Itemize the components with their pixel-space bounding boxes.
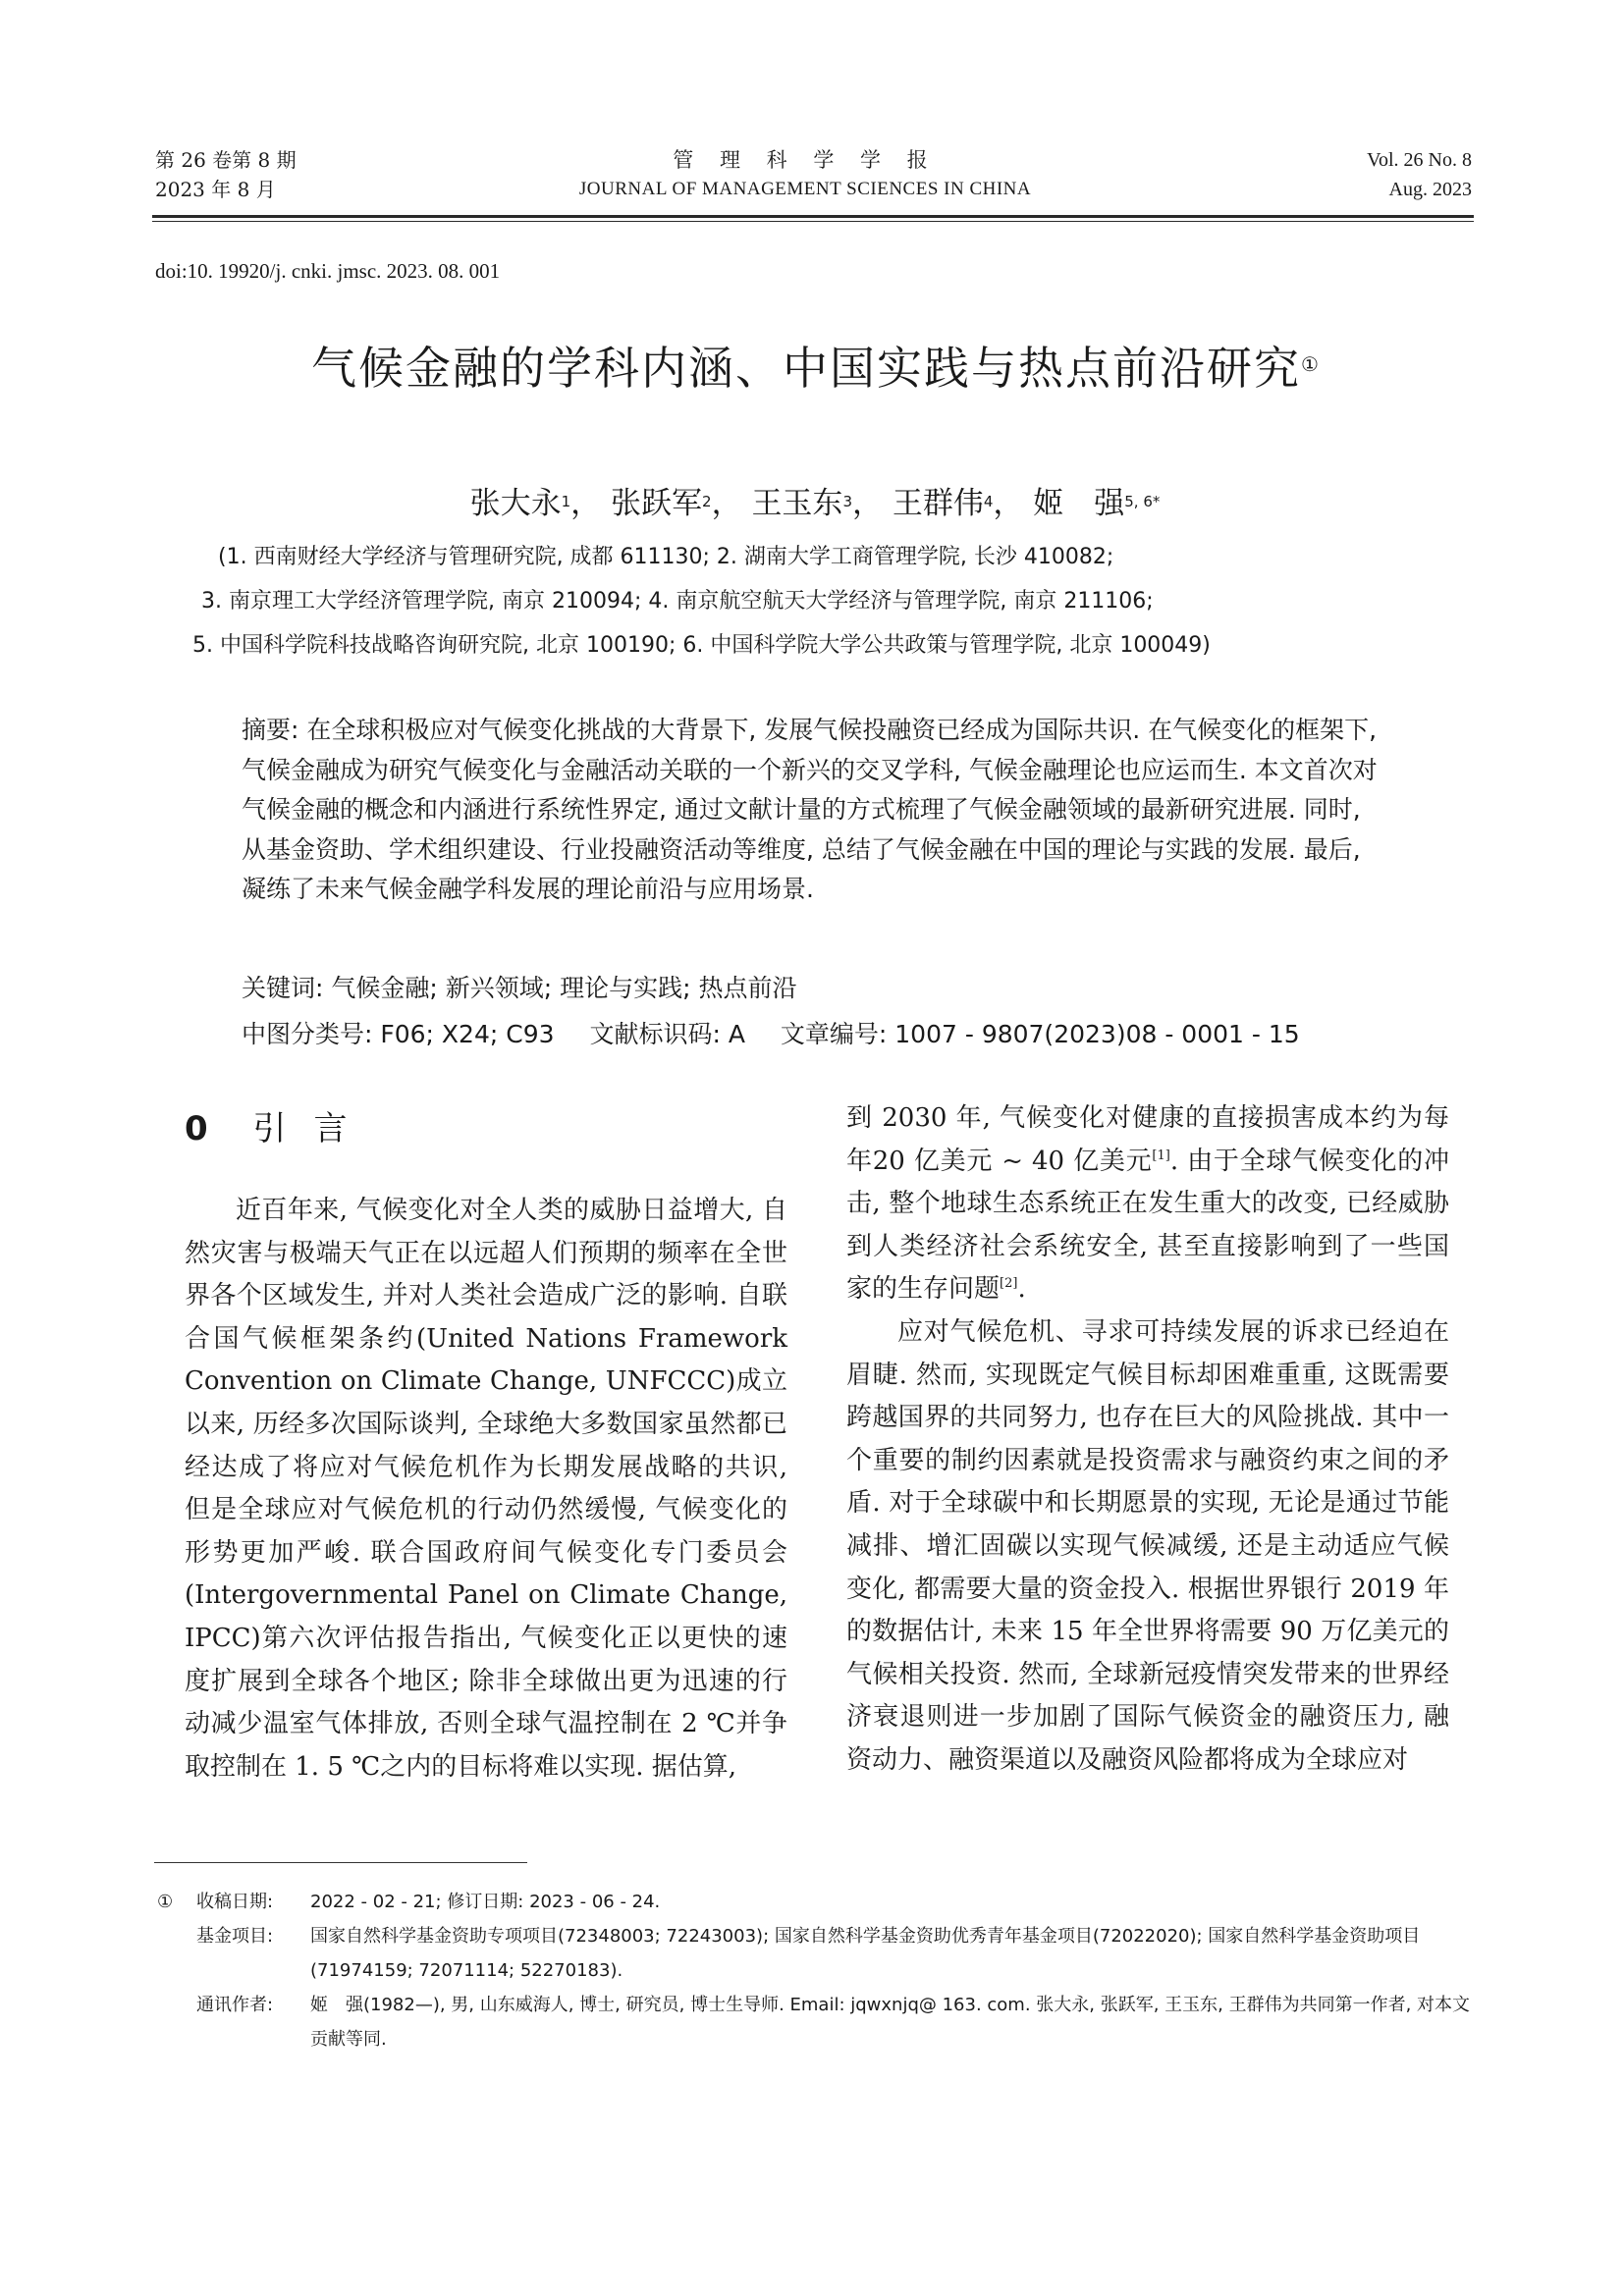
paper-title — [157, 339, 1473, 398]
paragraph — [846, 1097, 1449, 1311]
document-code: 文献标识码: A — [589, 1020, 745, 1048]
received-label: 收稿日期: — [196, 1892, 274, 1912]
paragraph: 应对气候危机、寻求可持续发展的诉求已经迫在眉睫. 然而, 实现既定气候目标却困难重重, 这既需要跨越国界的共同努力, 也存在巨大的风险挑战. 其中一个重要的制约因素就是投资需求与融资约束之间的矛盾. 对于全球碳中和长期愿景的实现, 无论是通过节能减排、增汇固碳以实现气候减缓, 还是主动适应气候变化, 都需要大量的资金投入. 根据世界银行 2019 年的数据估计, 未来 15 年全世界将需要 90 万亿美元的气候相关投资. 然而, 全球新冠疫情突发带来的世界经济衰退则进一步加剧了国际气候资金的融资压力, 融资动力、融资渠道以及融资风险都将成为全球应对 — [846, 1316, 1449, 1775]
section-title: 引言 — [252, 1109, 375, 1148]
title-footnote-mark[interactable]: ① — [1301, 352, 1319, 376]
section-number: 0 — [185, 1109, 210, 1148]
author-separator: ， — [993, 486, 1024, 521]
affiliation-line: 3. 南京理工大学经济管理学院, 南京 210094; 4. 南京航空航天大学经济与管理学院, 南京 211106; — [201, 589, 1154, 614]
author-affil-mark: 3 — [842, 493, 852, 510]
journal-name — [452, 145, 1159, 204]
author-affil-mark: 5, 6* — [1124, 493, 1161, 510]
footnote-mark: ① — [157, 1892, 174, 1912]
body-column-left — [185, 1190, 787, 1789]
corresponding-text: 姬 强(1982—), 男, 山东威海人, 博士, 研究员, 博士生导师. Email: jqwxnjq@ 163. com. 张大永, 张跃军, 王玉东, 王群伟为共同第一作者, 对本文贡献等同. — [310, 1995, 1471, 2050]
paper-title-text: 气候金融的学科内涵、中国实践与热点前沿研究 — [311, 342, 1302, 395]
funding-label: 基金项目: — [196, 1926, 274, 1947]
corresponding-label: 通讯作者: — [196, 1995, 274, 2015]
received-dates: 2022 - 02 - 21; 修订日期: 2023 - 06 - 24. — [310, 1892, 661, 1912]
volume-issue-en: Vol. 26 No. 8 — [1367, 149, 1472, 171]
author: 王玉东 — [751, 486, 843, 521]
footnote-corresponding — [157, 1988, 1473, 2056]
clc-number: 中图分类号: F06; X24; C93 — [242, 1020, 555, 1048]
citation-ref[interactable]: [2] — [1000, 1276, 1018, 1292]
author-separator: ， — [711, 486, 742, 521]
footnote-funding — [157, 1919, 1473, 1988]
abstract-text: 在全球积极应对气候变化挑战的大背景下, 发展气候投融资已经成为国际共识. 在气候变化的框架下, 气候金融成为研究气候变化与金融活动关联的一个新兴的交叉学科, 气候金融理论也应运而生. 本文首次对气候金融的概念和内涵进行系统性界定, 通过文献计量的方式梳理了气候金融领域的最新研究进展. 同时, 从基金资助、学术组织建设、行业投融资活动等维度, 总结了气候金融在中国的理论与实践的发展. 最后, 凝练了未来气候金融学科发展的理论前沿与应用场景. — [242, 716, 1378, 903]
abstract-label: 摘要: — [242, 716, 299, 744]
classification-line — [242, 1015, 1327, 1050]
footnote-divider — [154, 1862, 527, 1863]
volume-issue-cn: 第 26 卷第 8 期 — [155, 148, 297, 172]
date-cn: 2023 年 8 月 — [155, 178, 276, 201]
date-en: Aug. 2023 — [1388, 179, 1472, 200]
author-affil-mark: 1 — [561, 493, 571, 510]
author: 张跃军 — [611, 486, 703, 521]
header-volume-cn — [155, 145, 297, 204]
header-rule-thick — [152, 215, 1474, 218]
journal-name-cn: 管 理 科 学 学 报 — [673, 148, 938, 172]
author: 张大永 — [469, 486, 562, 521]
affiliation-line: 5. 中国科学院科技战略咨询研究院, 北京 100190; 6. 中国科学院大学公共政策与管理学院, 北京 100049) — [192, 633, 1211, 658]
citation-ref[interactable]: [1] — [1152, 1148, 1170, 1163]
header-rule-thin — [152, 221, 1474, 222]
author-separator: ， — [851, 486, 883, 521]
article-number: 文章编号: 1007 - 9807(2023)08 - 0001 - 15 — [780, 1020, 1300, 1048]
footnotes — [157, 1885, 1473, 2056]
author-corresponding: 姬 强 — [1033, 486, 1125, 521]
funding-text: 国家自然科学基金资助专项项目(72348003; 72243003); 国家自然科学基金资助优秀青年基金项目(72022020); 国家自然科学基金资助项目(71974159; 72071114; 52270183). — [310, 1926, 1421, 1981]
paragraph-text: 到 2030 年, 气候变化对健康的直接损害成本约为每年20 亿美元 ~ 40 亿美元 — [846, 1103, 1449, 1176]
footnote-received — [157, 1885, 1473, 1919]
abstract — [242, 711, 1390, 910]
affiliation-line: (1. 西南财经大学经济与管理研究院, 成都 611130; 2. 湖南大学工商管理学院, 长沙 410082; — [218, 545, 1114, 569]
paragraph: 近百年来, 气候变化对全人类的威胁日益增大, 自然灾害与极端天气正在以远超人们预期的频率在全世界各个区域发生, 并对人类社会造成广泛的影响. 自联合国气候框架条约(United Nations Framework Convention on Climate Change, UNFCCC)成立以来, 历经多次国际谈判, 全球绝大多数国家虽然都已经达成了将应对气候危机作为长期发展战略的共识, 但是全球应对气候危机的行动仍然缓慢, 气候变化的形势更加严峻. 联合国政府间气候变化专门委员会(Intergovernmental Panel on Climate Change, IPCC)第六次评估报告指出, 气候变化正以更快的速度扩展到全球各个地区; 除非全球做出更为迅速的行动减少温室气体排放, 否则全球气温控制在 2 ℃并争取控制在 1. 5 ℃之内的目标将难以实现. 据估算, — [185, 1196, 787, 1782]
author-affil-mark: 2 — [702, 493, 712, 510]
header-volume-en — [1218, 145, 1472, 204]
author-separator: ， — [570, 486, 602, 521]
keywords-label: 关键词: — [242, 974, 324, 1002]
journal-name-en: JOURNAL OF MANAGEMENT SCIENCES IN CHINA — [578, 179, 1032, 199]
author: 王群伟 — [892, 486, 984, 521]
paragraph-text: . — [1017, 1274, 1026, 1305]
author-list — [157, 483, 1473, 524]
paragraph-text: . 由于全球气候变化的冲击, 整个地球生态系统正在发生重大的改变, 已经威胁到人类经济社会系统安全, 甚至直接影响到了一些国家的生存问题 — [846, 1146, 1450, 1305]
keywords-text: 气候金融; 新兴领域; 理论与实践; 热点前沿 — [331, 974, 797, 1002]
author-affil-mark: 4 — [983, 493, 994, 510]
doi[interactable]: doi:10. 19920/j. cnki. jmsc. 2023. 08. 001 — [155, 259, 501, 283]
keywords — [242, 969, 797, 1004]
section-heading — [185, 1101, 375, 1149]
body-column-right — [846, 1097, 1449, 1783]
